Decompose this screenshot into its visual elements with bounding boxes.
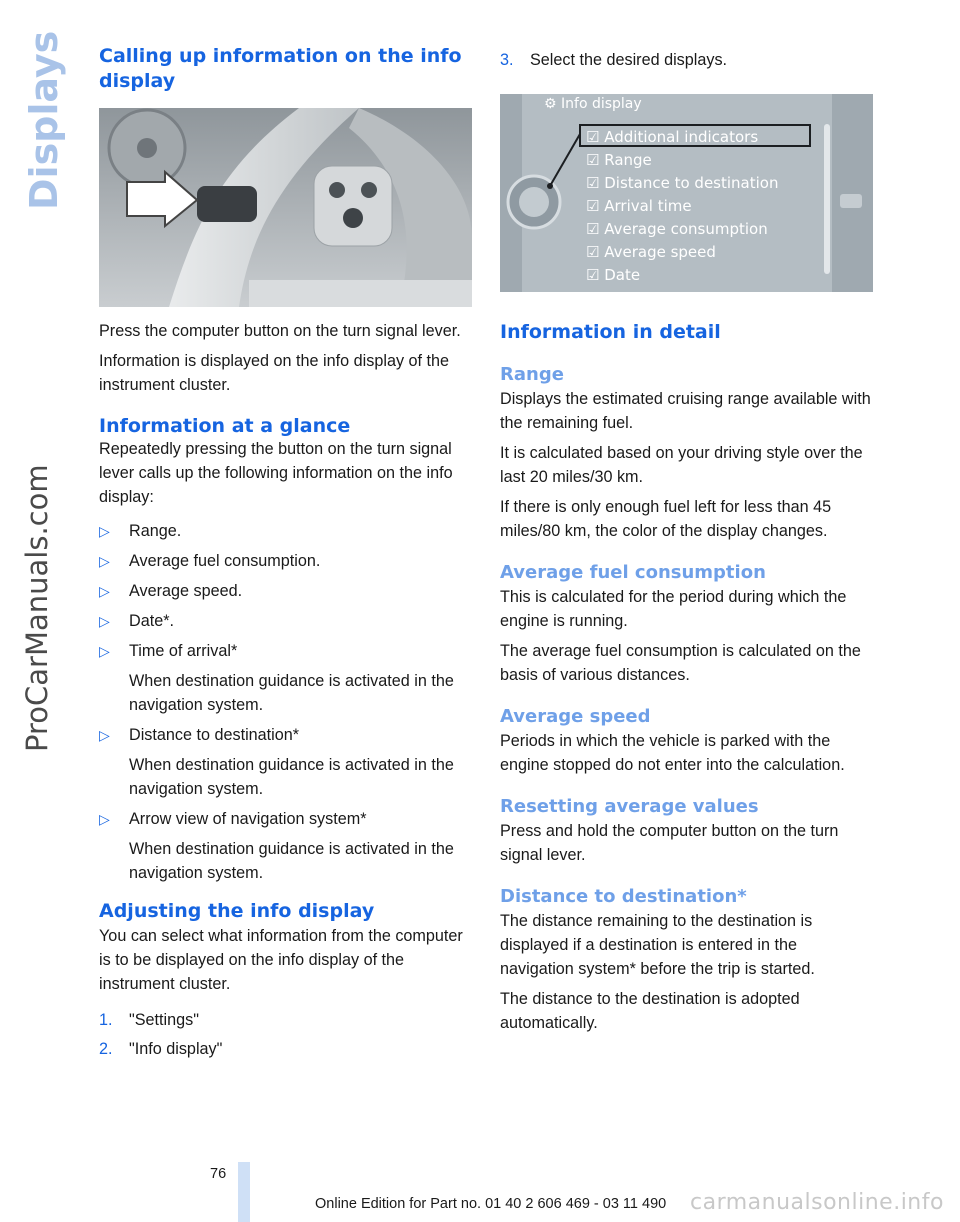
screen-option	[586, 264, 778, 287]
screen-option	[586, 126, 778, 149]
checkbox-checked-icon: ☑	[586, 151, 600, 169]
screen-options	[586, 126, 778, 287]
checkbox-checked-icon: ☑	[586, 128, 600, 146]
heading-destination: Distance to destination*	[500, 886, 747, 907]
list-item	[99, 579, 473, 603]
screen-option	[586, 241, 778, 264]
bullet-marker: ▷	[99, 613, 110, 629]
watermark-vertical: ProCarManuals.com	[20, 464, 54, 752]
screen-title: Info display	[561, 96, 642, 112]
step-text: "Settings"	[129, 1011, 199, 1029]
step-3-list	[500, 48, 874, 72]
list-item-note: When destination guidance is activated in the navigation system.	[129, 840, 454, 882]
checkbox-checked-icon: ☑	[586, 220, 600, 238]
page-number: 76	[210, 1166, 227, 1182]
bullet-marker: ▷	[99, 553, 110, 569]
adjust-description: You can select what information from the computer is to be displayed on the info display of the instrument cluster.	[99, 927, 463, 993]
heading-reset: Resetting average values	[500, 796, 759, 817]
step-item	[500, 48, 874, 72]
list-item	[99, 723, 473, 801]
bullet-marker: ▷	[99, 523, 110, 539]
glance-list	[99, 519, 473, 885]
list-item-note: When destination guidance is activated in the navigation system.	[129, 672, 454, 714]
heading-calling-up: Calling up information on the info display	[99, 45, 462, 92]
edition-line: Online Edition for Part no. 01 40 2 606 469 - 03 11 490	[315, 1196, 667, 1212]
screen-option	[586, 195, 778, 218]
range-text-1: Displays the estimated cruising range available with the remaining fuel.	[500, 390, 871, 432]
bullet-marker: ▷	[99, 727, 110, 743]
section-title-vertical: Displays	[22, 30, 66, 210]
step-item	[99, 1037, 473, 1061]
checkbox-checked-icon: ☑	[586, 197, 600, 215]
list-item-note: When destination guidance is activated in the navigation system.	[129, 756, 454, 798]
fuel-text-2: The average fuel consumption is calculated on the basis of various distances.	[500, 642, 861, 684]
checkbox-checked-icon: ☑	[586, 174, 600, 192]
heading-adjusting: Adjusting the info display	[99, 900, 375, 922]
turn-signal-lever-photo	[99, 108, 472, 307]
screen-title-row	[544, 96, 642, 112]
heading-fuel: Average fuel consumption	[500, 562, 766, 583]
checkbox-checked-icon: ☑	[586, 266, 600, 284]
step-text: Select the desired displays.	[530, 51, 728, 69]
screen-option-label: Additional indicators	[604, 128, 759, 146]
list-item-label: Average fuel consumption.	[129, 552, 321, 570]
screen-option-label: Range	[604, 151, 652, 169]
list-item-label: Arrow view of navigation system*	[129, 810, 367, 828]
info-display-screenshot	[500, 94, 873, 292]
screen-option	[586, 172, 778, 195]
destination-text-2: The distance to the destination is adopted automatically.	[500, 990, 800, 1032]
step-text: "Info display"	[129, 1040, 223, 1058]
screen-option	[586, 218, 778, 241]
steering-wheel-illustration	[99, 108, 472, 307]
bullet-marker: ▷	[99, 643, 110, 659]
range-text-2: It is calculated based on your driving style over the last 20 miles/30 km.	[500, 444, 863, 486]
list-item-label: Range.	[129, 522, 182, 540]
list-item	[99, 639, 473, 717]
screen-option-label: Average speed	[604, 243, 716, 261]
screen-option	[586, 149, 778, 172]
fuel-text-1: This is calculated for the period during which the engine is running.	[500, 588, 847, 630]
step-number: 1.	[99, 1011, 113, 1029]
list-item-label: Time of arrival*	[129, 642, 238, 660]
right-column	[500, 48, 874, 1035]
heading-glance-text: Information at a glance	[99, 415, 351, 437]
screen-option-label: Arrival time	[604, 197, 692, 215]
speed-text-1: Periods in which the vehicle is parked with the engine stopped do not enter into the calculation.	[500, 732, 845, 774]
steps-list	[99, 1008, 473, 1061]
footer-accent-bar	[238, 1162, 250, 1222]
left-column	[99, 44, 473, 1066]
step-item	[99, 1008, 473, 1032]
heading-speed: Average speed	[500, 706, 651, 727]
heading-glance	[99, 415, 473, 437]
list-item-label: Date*.	[129, 612, 174, 630]
reset-text-1: Press and hold the computer button on the turn signal lever.	[500, 822, 839, 864]
step-number: 2.	[99, 1040, 113, 1058]
destination-text-1: The distance remaining to the destination is displayed if a destination is entered in the navigation system* before the trip is started.	[500, 912, 815, 978]
screen-option-label: Distance to destination	[604, 174, 779, 192]
checkbox-checked-icon: ☑	[586, 243, 600, 261]
list-item-label: Average speed.	[129, 582, 243, 600]
glance-description: Repeatedly pressing the button on the turn signal lever calls up the following information on the info display:	[99, 440, 453, 506]
info-display-description: Information is displayed on the info display of the instrument cluster.	[99, 352, 450, 394]
list-item-label: Distance to destination*	[129, 726, 300, 744]
site-watermark: carmanualsonline.info	[690, 1190, 944, 1215]
screen-option-label: Date	[604, 266, 641, 284]
gear-icon: ⚙	[544, 96, 557, 112]
list-item	[99, 549, 473, 573]
list-item	[99, 807, 473, 885]
heading-detail: Information in detail	[500, 321, 721, 343]
bullet-marker: ▷	[99, 583, 110, 599]
list-item	[99, 609, 473, 633]
press-instruction: Press the computer button on the turn signal lever.	[99, 322, 461, 340]
step-number: 3.	[500, 51, 514, 69]
bullet-marker: ▷	[99, 811, 110, 827]
list-item	[99, 519, 473, 543]
range-text-3: If there is only enough fuel left for less than 45 miles/80 km, the color of the display changes.	[500, 498, 832, 540]
heading-range: Range	[500, 364, 564, 385]
screen-option-label: Average consumption	[604, 220, 768, 238]
